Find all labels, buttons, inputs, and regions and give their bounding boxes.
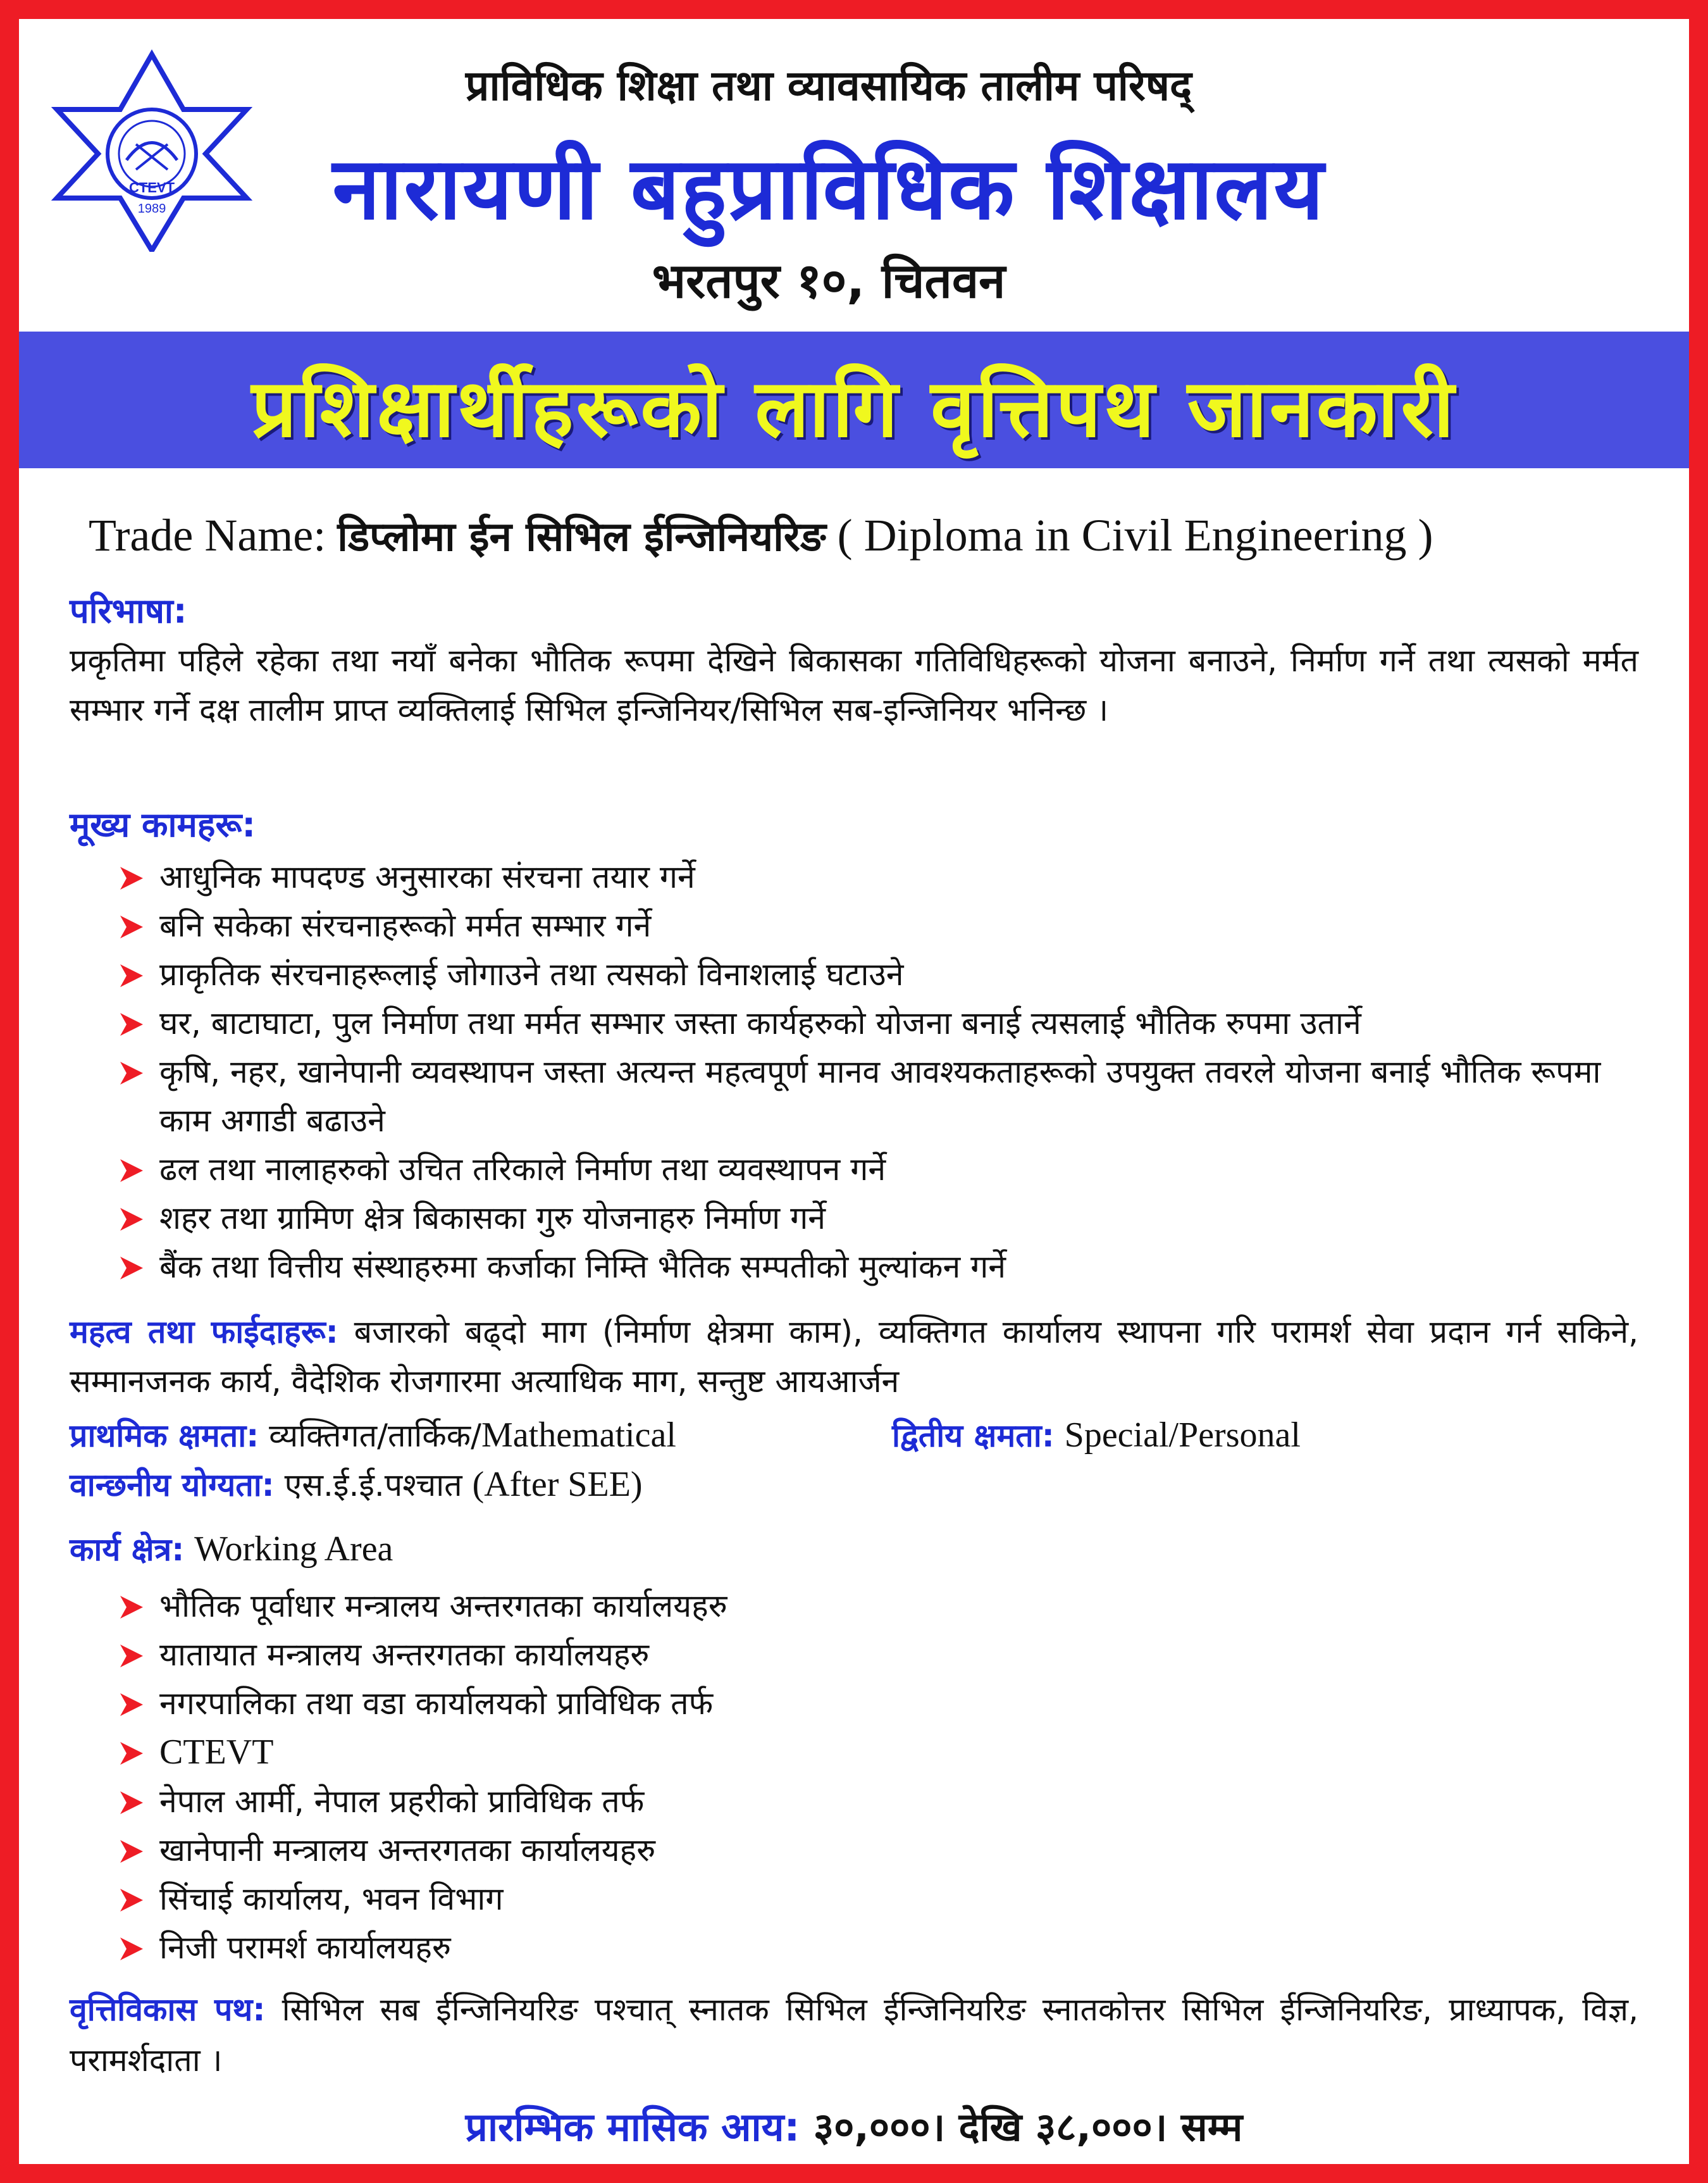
list-item	[120, 1243, 1638, 1291]
list-item	[120, 1924, 1638, 1972]
career-path-heading: वृत्तिविकास पथ:	[70, 1991, 266, 2028]
trade-label: Trade Name:	[89, 510, 326, 561]
work-area-text: CTEVT	[159, 1732, 274, 1772]
list-item	[120, 1582, 1638, 1631]
task-text: प्राकृतिक संरचनाहरूलाई जोगाउने तथा त्यसको विनाशलाई घटाउने	[159, 956, 904, 993]
main-tasks-heading: मूख्य कामहरू:	[70, 805, 256, 845]
list-item	[120, 1679, 1638, 1728]
work-area-text: निजी परामर्श कार्यालयहरु	[159, 1929, 451, 1966]
qualification-value-nepali: एस.ई.ई.पश्चात	[284, 1467, 462, 1503]
college-name: नारायणी बहुप्राविधिक शिक्षालय	[332, 139, 1325, 239]
logo-year: 1989	[137, 202, 166, 216]
importance-block	[70, 1307, 1638, 1406]
task-text: ढल तथा नालाहरुको उचित तरिकाले निर्माण तथा व्यवस्थापन गर्ने	[159, 1151, 886, 1188]
list-item	[120, 1048, 1638, 1145]
list-item	[120, 1826, 1638, 1875]
organization-name: प्राविधिक शिक्षा तथा व्यावसायिक तालीम परिषद्	[465, 61, 1192, 110]
list-item	[120, 853, 1638, 902]
red-arrow-bullet-icon	[120, 1840, 143, 1863]
red-arrow-bullet-icon	[120, 1013, 143, 1036]
work-area-text: खानेपानी मन्त्रालय अन्तरगतका कार्यालयहरु	[159, 1832, 656, 1869]
list-item	[120, 1631, 1638, 1679]
task-text: कृषि, नहर, खानेपानी व्यवस्थापन जस्ता अत्यन्त महत्वपूर्ण मानव आवश्यकताहरूको उपयुक्त तवरले योजना बनाई भौतिक रूपमा काम अगाडी बढाउने	[159, 1054, 1601, 1139]
work-area-heading-block	[70, 1526, 1638, 1572]
definition-heading: परिभाषा:	[70, 591, 187, 631]
task-text: आधुनिक मापदण्ड अनुसारका संरचना तयार गर्ने	[159, 859, 695, 895]
list-item	[120, 1875, 1638, 1924]
definition-heading-block	[70, 588, 1638, 634]
work-area-text: भौतिक पूर्वाधार मन्त्रालय अन्तरगतका कार्यालयहरु	[159, 1588, 727, 1624]
task-text: बैंक तथा वित्तीय संस्थाहरुमा कर्जाका निम्ति भैतिक सम्पतीको मुल्यांकन गर्ने	[159, 1248, 1006, 1285]
red-arrow-bullet-icon	[120, 1159, 143, 1182]
red-arrow-bullet-icon	[120, 1742, 143, 1765]
main-tasks-heading-block	[70, 802, 1638, 848]
red-arrow-bullet-icon	[120, 1062, 143, 1085]
ctevt-star-emblem-icon	[51, 49, 253, 252]
list-item	[120, 1194, 1638, 1243]
work-area-text: यातायात मन्त्रालय अन्तरगतका कार्यालयहरु	[159, 1636, 650, 1673]
career-path-block	[70, 1984, 1638, 2086]
secondary-ability-block	[892, 1412, 1638, 1458]
list-item	[120, 902, 1638, 950]
banner-title: प्रशिक्षार्थीहरूको लागि वृत्तिपथ जानकारी	[251, 362, 1457, 455]
trade-name-nepali: डिप्लोमा ईन सिभिल ईन्जिनियरिङ	[337, 514, 826, 561]
primary-ability-value-english: Mathematical	[481, 1415, 676, 1455]
red-arrow-bullet-icon	[120, 964, 143, 987]
red-arrow-bullet-icon	[120, 1596, 143, 1619]
definition-text: प्रकृतिमा पहिले रहेका तथा नयाँ बनेका भौतिक रूपमा देखिने बिकासका गतिविधिहरूको योजना बनाउने, निर्माण गर्ने तथा त्यसको मर्मत सम्भार गर्ने दक्ष तालीम प्राप्त व्यक्तिलाई सिभिल इन्जिनियर/सिभिल सब-इन्जिनियर भनिन्छ ।	[70, 642, 1638, 728]
list-item	[120, 999, 1638, 1048]
red-arrow-bullet-icon	[120, 1937, 143, 1960]
list-item	[120, 1145, 1638, 1194]
career-path-text: सिभिल सब ईन्जिनियरिङ पश्चात् स्नातक सिभिल ईन्जिनियरिङ स्नातकोत्तर सिभिल ईन्जिनियरिङ, प्राध्यापक, विज्ञ, परामर्शदाता ।	[70, 1991, 1638, 2079]
task-text: शहर तथा ग्रामिण क्षेत्र बिकासका गुरु योजनाहरु निर्माण गर्ने	[159, 1200, 826, 1236]
qualification-value-english: (After SEE)	[472, 1465, 643, 1504]
secondary-ability-heading: द्वितीय क्षमता:	[892, 1417, 1055, 1454]
qualification-heading: वान्छनीय योग्यता:	[70, 1467, 275, 1503]
main-tasks-list	[120, 853, 1638, 1291]
work-area-text: नगरपालिका तथा वडा कार्यालयको प्राविधिक तर्फ	[159, 1685, 714, 1722]
work-area-text: सिंचाई कार्यालय, भवन विभाग	[159, 1881, 504, 1917]
list-item	[120, 950, 1638, 999]
red-arrow-bullet-icon	[120, 1889, 143, 1912]
red-arrow-bullet-icon	[120, 916, 143, 938]
red-arrow-bullet-icon	[120, 1645, 143, 1667]
primary-ability-heading: प्राथमिक क्षमता:	[70, 1417, 259, 1454]
trade-name-english: ( Diploma in Civil Engineering )	[837, 510, 1433, 561]
work-area-label: Working Area	[194, 1529, 393, 1569]
importance-text: बजारको बढ्दो माग (निर्माण क्षेत्रमा काम), व्यक्तिगत कार्यालय स्थापना गरि परामर्श सेवा प्रदान गर्न सकिने, सम्मानजनक कार्य, वैदेशिक रोजगारमा अत्याधिक माग, सन्तुष्ट आयआर्जन	[70, 1314, 1638, 1400]
red-arrow-bullet-icon	[120, 1693, 143, 1716]
red-arrow-bullet-icon	[120, 867, 143, 890]
income-line	[0, 2099, 1708, 2153]
task-text: बनि सकेका संरचनाहरूको मर्मत सम्भार गर्ने	[159, 907, 652, 944]
red-arrow-bullet-icon	[120, 1791, 143, 1814]
work-area-heading: कार्य क्षेत्र:	[70, 1531, 185, 1568]
red-arrow-bullet-icon	[120, 1208, 143, 1231]
college-address: भरतपुर १०, चितवन	[652, 252, 1006, 309]
logo-text: CTEVT	[128, 180, 175, 196]
work-area-text: नेपाल आर्मी, नेपाल प्रहरीको प्राविधिक तर्फ	[159, 1783, 645, 1820]
primary-ability-value-nepali: व्यक्तिगत/तार्किक/	[269, 1417, 482, 1454]
title-banner	[19, 332, 1689, 468]
income-heading: प्रारम्भिक मासिक आय:	[465, 2104, 800, 2150]
list-item	[120, 1777, 1638, 1826]
income-value: ३०,०००। देखि ३८,०००। सम्म	[813, 2104, 1243, 2150]
list-item	[120, 1728, 1638, 1777]
importance-heading: महत्व तथा फाईदाहरू:	[70, 1314, 338, 1350]
trade-name-line	[89, 507, 1632, 563]
qualification-block	[70, 1462, 1638, 1508]
task-text: घर, बाटाघाटा, पुल निर्माण तथा मर्मत सम्भार जस्ता कार्यहरुको योजना बनाई त्यसलाई भौतिक रुपमा उतार्ने	[159, 1005, 1361, 1042]
secondary-ability-value: Special/Personal	[1064, 1415, 1301, 1455]
work-area-list	[120, 1582, 1638, 1972]
red-arrow-bullet-icon	[120, 1257, 143, 1279]
